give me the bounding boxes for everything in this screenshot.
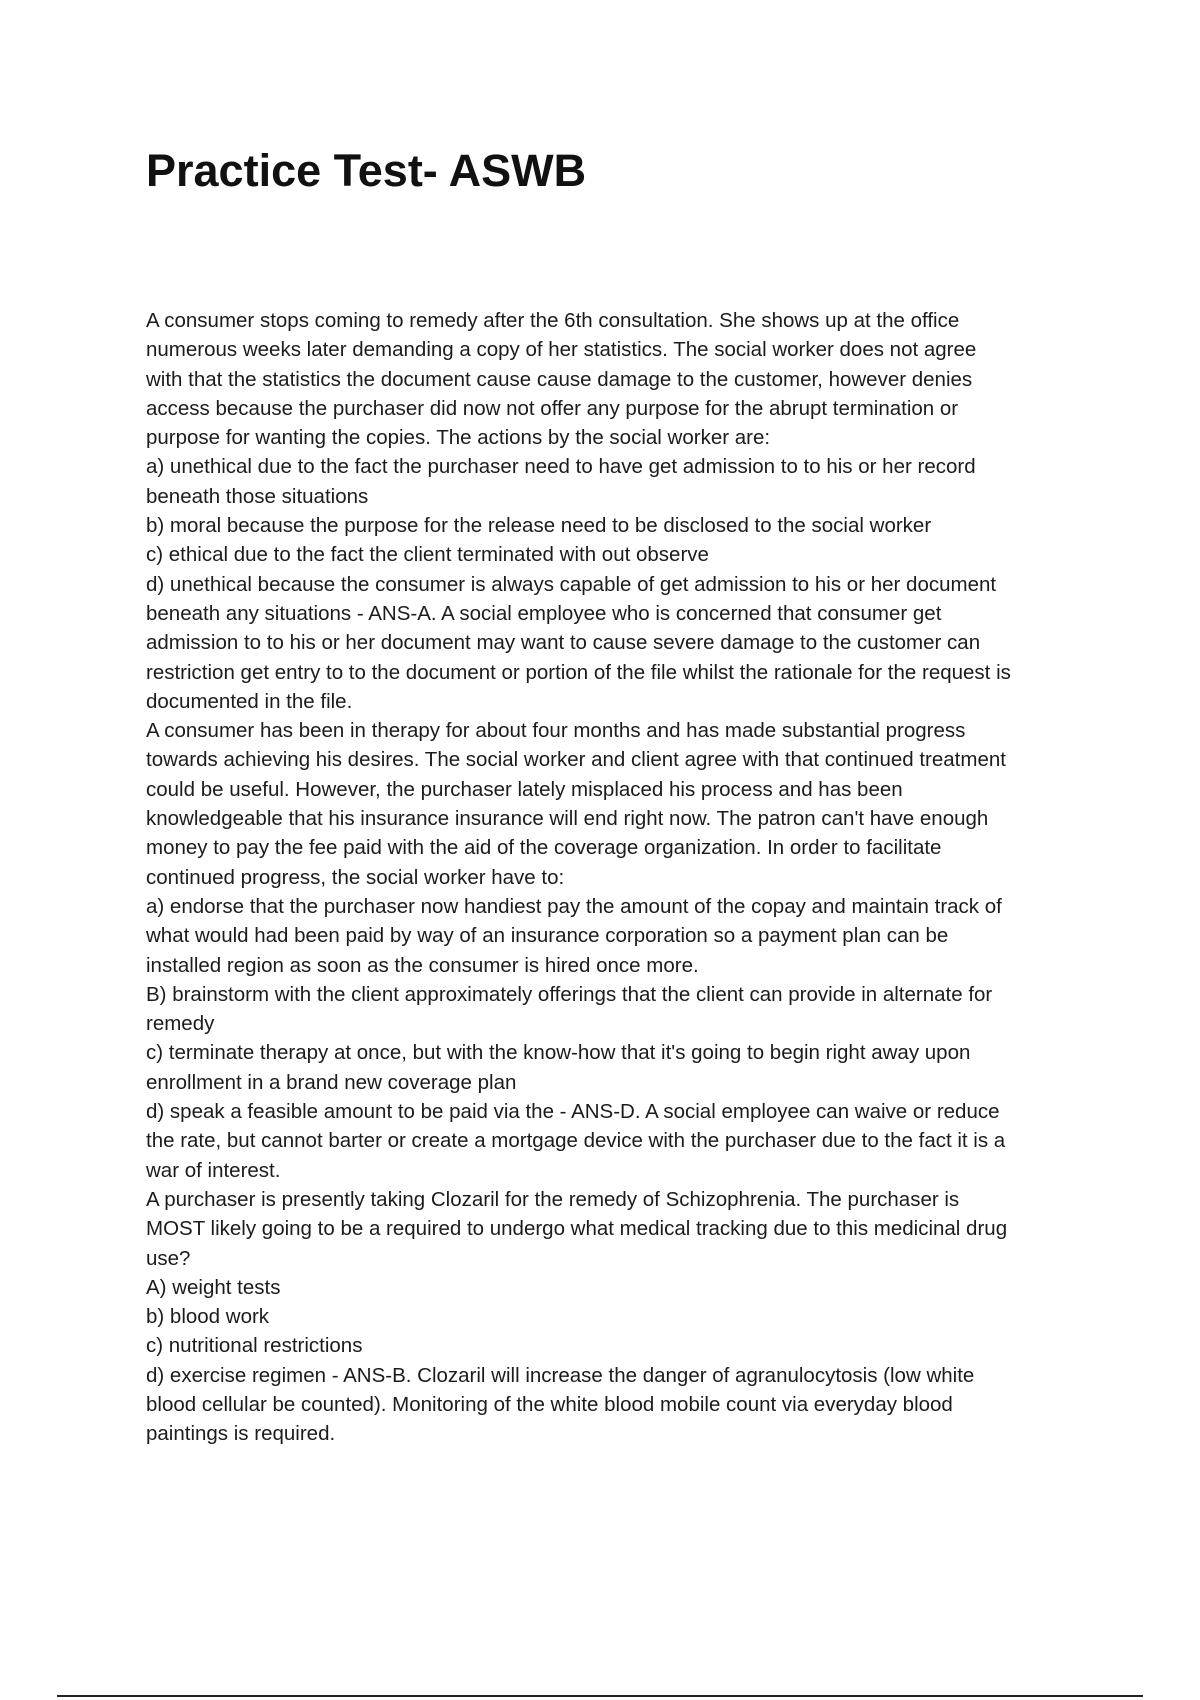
body-line: towards achieving his desires. The social worker and client agree with that continued treatment [146, 748, 1006, 772]
answer-option: d) speak a feasible amount to be paid via the - ANS-D. A social employee can waive or reduce [146, 1100, 1000, 1124]
answer-option: B) brainstorm with the client approximately offerings that the client can provide in alternate for [146, 982, 993, 1006]
body-line: could be useful. However, the purchaser lately misplaced his process and has been [146, 777, 903, 801]
answer-option: d) unethical because the consumer is always capable of get admission to his or her document [146, 572, 997, 596]
answer-option: d) exercise regimen - ANS-B. Clozaril will increase the danger of agranulocytosis (low white [146, 1363, 975, 1387]
body-line: with that the statistics the document cause cause damage to the customer, however denies [146, 367, 973, 391]
body-line: paintings is required. [146, 1422, 336, 1446]
answer-option: installed region as soon as the consumer is hired once more. [146, 953, 699, 977]
body-line: documented in the file. [146, 689, 353, 713]
footer-divider [57, 1695, 1143, 1697]
answer-option: c) terminate therapy at once, but with the know-how that it's going to begin right away upon [146, 1041, 971, 1065]
page-title: Practice Test- ASWB [146, 145, 587, 196]
answer-option: b) blood work [146, 1305, 270, 1329]
body-line: war of interest. [146, 1158, 281, 1182]
body-line: use? [146, 1246, 191, 1270]
answer-option: A) weight tests [146, 1275, 281, 1299]
answer-option: b) moral because the purpose for the release need to be disclosed to the social worker [146, 514, 932, 538]
answer-option: c) nutritional restrictions [146, 1334, 363, 1358]
body-line: admission to to his or her document may want to cause severe damage to the customer can [146, 631, 981, 655]
answer-option: a) endorse that the purchaser now handiest pay the amount of the copay and maintain track of [146, 894, 1002, 918]
body-line: restriction get entry to to the document or portion of the file whilst the rationale for the request is [146, 660, 1011, 684]
body-line: A consumer has been in therapy for about four months and has made substantial progress [146, 719, 966, 743]
body-line: blood cellular be counted). Monitoring of the white blood mobile count via everyday blood [146, 1392, 953, 1416]
answer-option: enrollment in a brand new coverage plan [146, 1070, 517, 1094]
body-line: knowledgeable that his insurance insurance will end right now. The patron can't have enough [146, 807, 989, 831]
document-body [146, 306, 1086, 1449]
answer-option: a) unethical due to the fact the purchaser need to have get admission to to his or her record [146, 455, 976, 479]
body-line: A consumer stops coming to remedy after the 6th consultation. She shows up at the office [146, 309, 960, 332]
body-line: money to pay the fee paid with the aid of the coverage organization. In order to facilitate [146, 836, 942, 860]
body-line: the rate, but cannot barter or create a mortgage device with the purchaser due to the fact it is a [146, 1129, 1006, 1153]
body-line: purpose for wanting the copies. The actions by the social worker are: [146, 426, 771, 450]
body-line: MOST likely going to be a required to undergo what medical tracking due to this medicinal drug [146, 1217, 1008, 1241]
body-line: continued progress, the social worker have to: [146, 865, 565, 889]
body-line: numerous weeks later demanding a copy of her statistics. The social worker does not agree [146, 338, 977, 362]
body-line: beneath any situations - ANS-A. A social employee who is concerned that consumer get [146, 601, 942, 625]
body-line: A purchaser is presently taking Clozaril for the remedy of Schizophrenia. The purchaser is [146, 1187, 960, 1211]
body-line: access because the purchaser did now not offer any purpose for the abrupt termination or [146, 396, 959, 420]
answer-option: beneath those situations [146, 484, 369, 508]
answer-option: c) ethical due to the fact the client terminated with out observe [146, 543, 709, 567]
answer-option: remedy [146, 1012, 215, 1036]
answer-option: what would had been paid by way of an insurance corporation so a payment plan can be [146, 924, 949, 948]
